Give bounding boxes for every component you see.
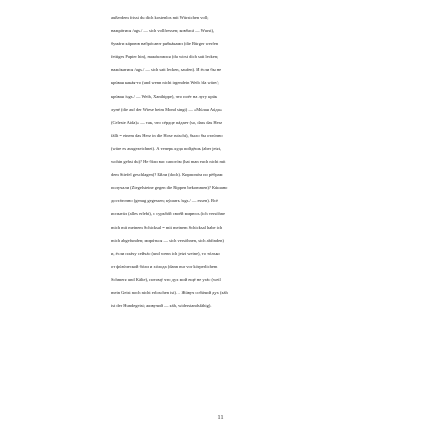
page-number: 11 xyxy=(217,414,224,421)
text-line-8: лунé (die auf der Wiese beim Mond singt) — «Мúлая Аúда» xyxy=(111,106,222,112)
text-line-14: получали (Ziegelsteine gegen die Rippen bekommen)? Кúшано xyxy=(111,185,228,191)
text-line-5: нажóкатися /ugs./ — sich satt lecken, saufen). И éсли бы не xyxy=(111,67,222,73)
text-line-12: wohin gehst du)? Не бíли вас сапогóм (hat man euch nicht mit xyxy=(111,159,226,165)
text-line-15: достáточно (genug gegessen; кýшать /ugs./ — essen). Всё xyxy=(111,198,218,204)
text-line-20: от фúзúческой бóли и хóлода (dann nur vor körperlichem xyxy=(111,263,218,269)
text-line-10: fällt = einem das Herz in die Hose rutscht), было бы отлúчно xyxy=(111,132,223,138)
text-line-4: fettiges Papier hin), нажóкємися (du wirst dich satt lecken; xyxy=(111,54,219,60)
text-line-17: mich mit meinem Schicksal = mit meinem Schicksal habe ich xyxy=(111,224,223,230)
text-line-13: dem Stiefel geschlagen)? Бйли (doch). Кирпичóм по рёбрам xyxy=(111,172,223,178)
text-line-2: нажрáтися /ugs./ — sich vollfressen; ковбасá — Wurst), xyxy=(111,28,215,34)
body-text xyxy=(111,11,319,312)
text-line-1: außerdem frisst du dich kostenlos mit Würstchen voll; xyxy=(111,15,209,20)
text-line-7: крúвая /ugs./ — Weib, Xanthippe), что поéт на лугу крúк xyxy=(111,93,218,99)
text-line-3: бумáги кáрпюв набрóсают рябкáкамп (die Bürger werfen xyxy=(111,41,219,47)
text-line-16: испытáл (alles erlebt), с сурьбóй своéй мирюсь (ich versöhne xyxy=(111,211,225,217)
text-line-22: mein Geist noch nicht erloschen ist)… Жúвуч собáчий дух (zäh xyxy=(111,289,228,295)
text-line-6: крúвая какáя-то (und wenn nicht irgendein Weib /da wäre/; xyxy=(111,80,219,86)
text-line-21: Schmerz und Kälte), потомý что дух мой ещё не угáс (weil xyxy=(111,276,221,282)
text-line-19: и, éсли плáчу сейчáс (und wenn ich jetzt weine), то тóлько xyxy=(111,250,220,256)
text-line-23: ist der Hundegeist; живучий — zäh, widerstandsfähig). xyxy=(111,303,212,309)
text-line-11: (wäre es ausgezeichnet). А теперь куда пойдёшь (aber jetzt, xyxy=(111,145,222,151)
text-line-18: mich abgefunden; мирúться — sich versöhnen, sich abfinden) xyxy=(111,237,224,243)
text-line-9: (Celeste Aida)» — так, что сéрдце пáдает (so, dass das Herz xyxy=(111,119,223,125)
